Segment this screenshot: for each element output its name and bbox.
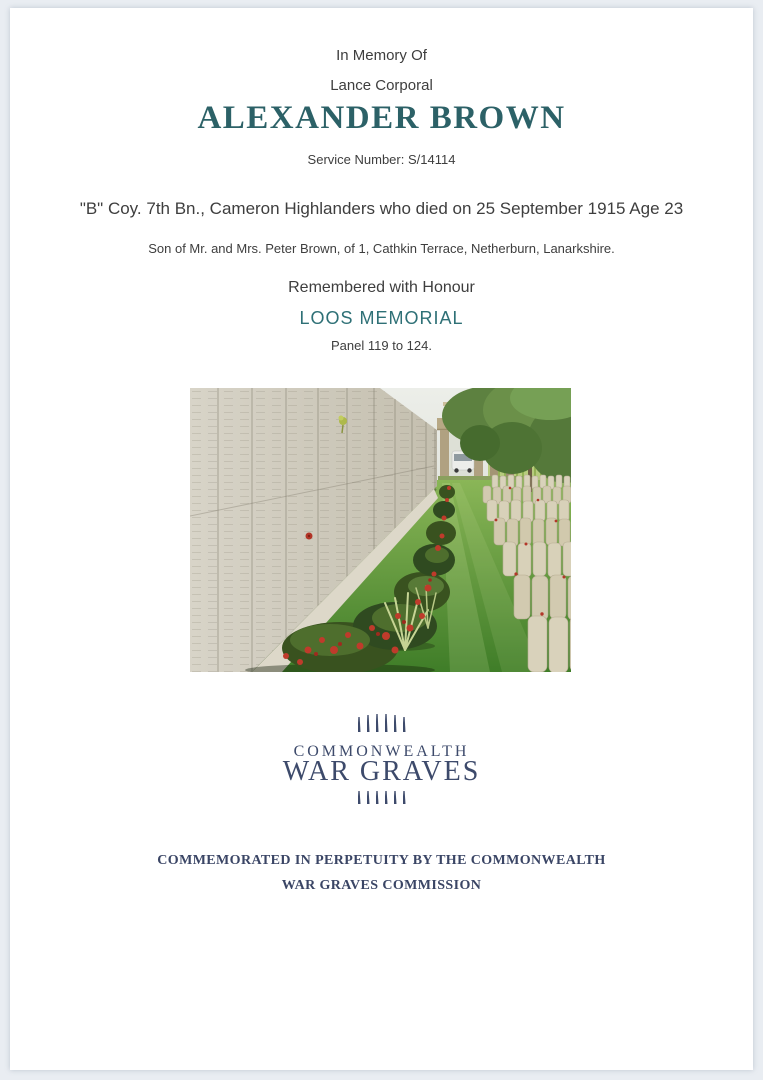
cwgc-tick-marks-bottom-icon [0, 791, 763, 804]
cwgc-logo-line2: WAR GRAVES [282, 756, 481, 787]
tick-mark [358, 717, 361, 732]
remembered-label: Remembered with Honour [288, 279, 475, 296]
cwgc-logo-line1: COMMONWEALTH [293, 743, 470, 760]
tick-mark [367, 715, 370, 732]
tick-mark [385, 714, 388, 732]
memorial-photo-graphic [190, 388, 571, 672]
tick-mark [376, 714, 379, 732]
memorial-photo [190, 388, 571, 672]
tick-mark [394, 791, 397, 804]
memorial-name: LOOS MEMORIAL [299, 308, 464, 328]
tick-mark [367, 791, 370, 804]
unit-and-death-line: "B" Coy. 7th Bn., Cameron Highlanders who died on 25 September 1915 Age 23 [79, 199, 684, 218]
tick-mark [403, 717, 406, 732]
panel-reference: Panel 119 to 124. [331, 338, 432, 353]
rank-label: Lance Corporal [330, 77, 433, 94]
in-memory-of-label: In Memory Of [336, 47, 427, 64]
tick-mark [376, 791, 379, 804]
cwgc-tick-marks-top-icon [0, 714, 763, 732]
family-line: Son of Mr. and Mrs. Peter Brown, of 1, Cathkin Terrace, Netherburn, Lanarkshire. [148, 241, 615, 256]
casualty-name: ALEXANDER BROWN [197, 100, 566, 136]
service-number: Service Number: S/14114 [307, 152, 456, 167]
tick-mark [385, 791, 388, 804]
tick-mark [403, 791, 406, 804]
commemoration-line2: WAR GRAVES COMMISSION [281, 878, 482, 893]
tick-mark [394, 715, 397, 732]
tick-mark [358, 791, 361, 804]
commemoration-line1: COMMEMORATED IN PERPETUITY BY THE COMMONWEALTH [157, 853, 606, 868]
